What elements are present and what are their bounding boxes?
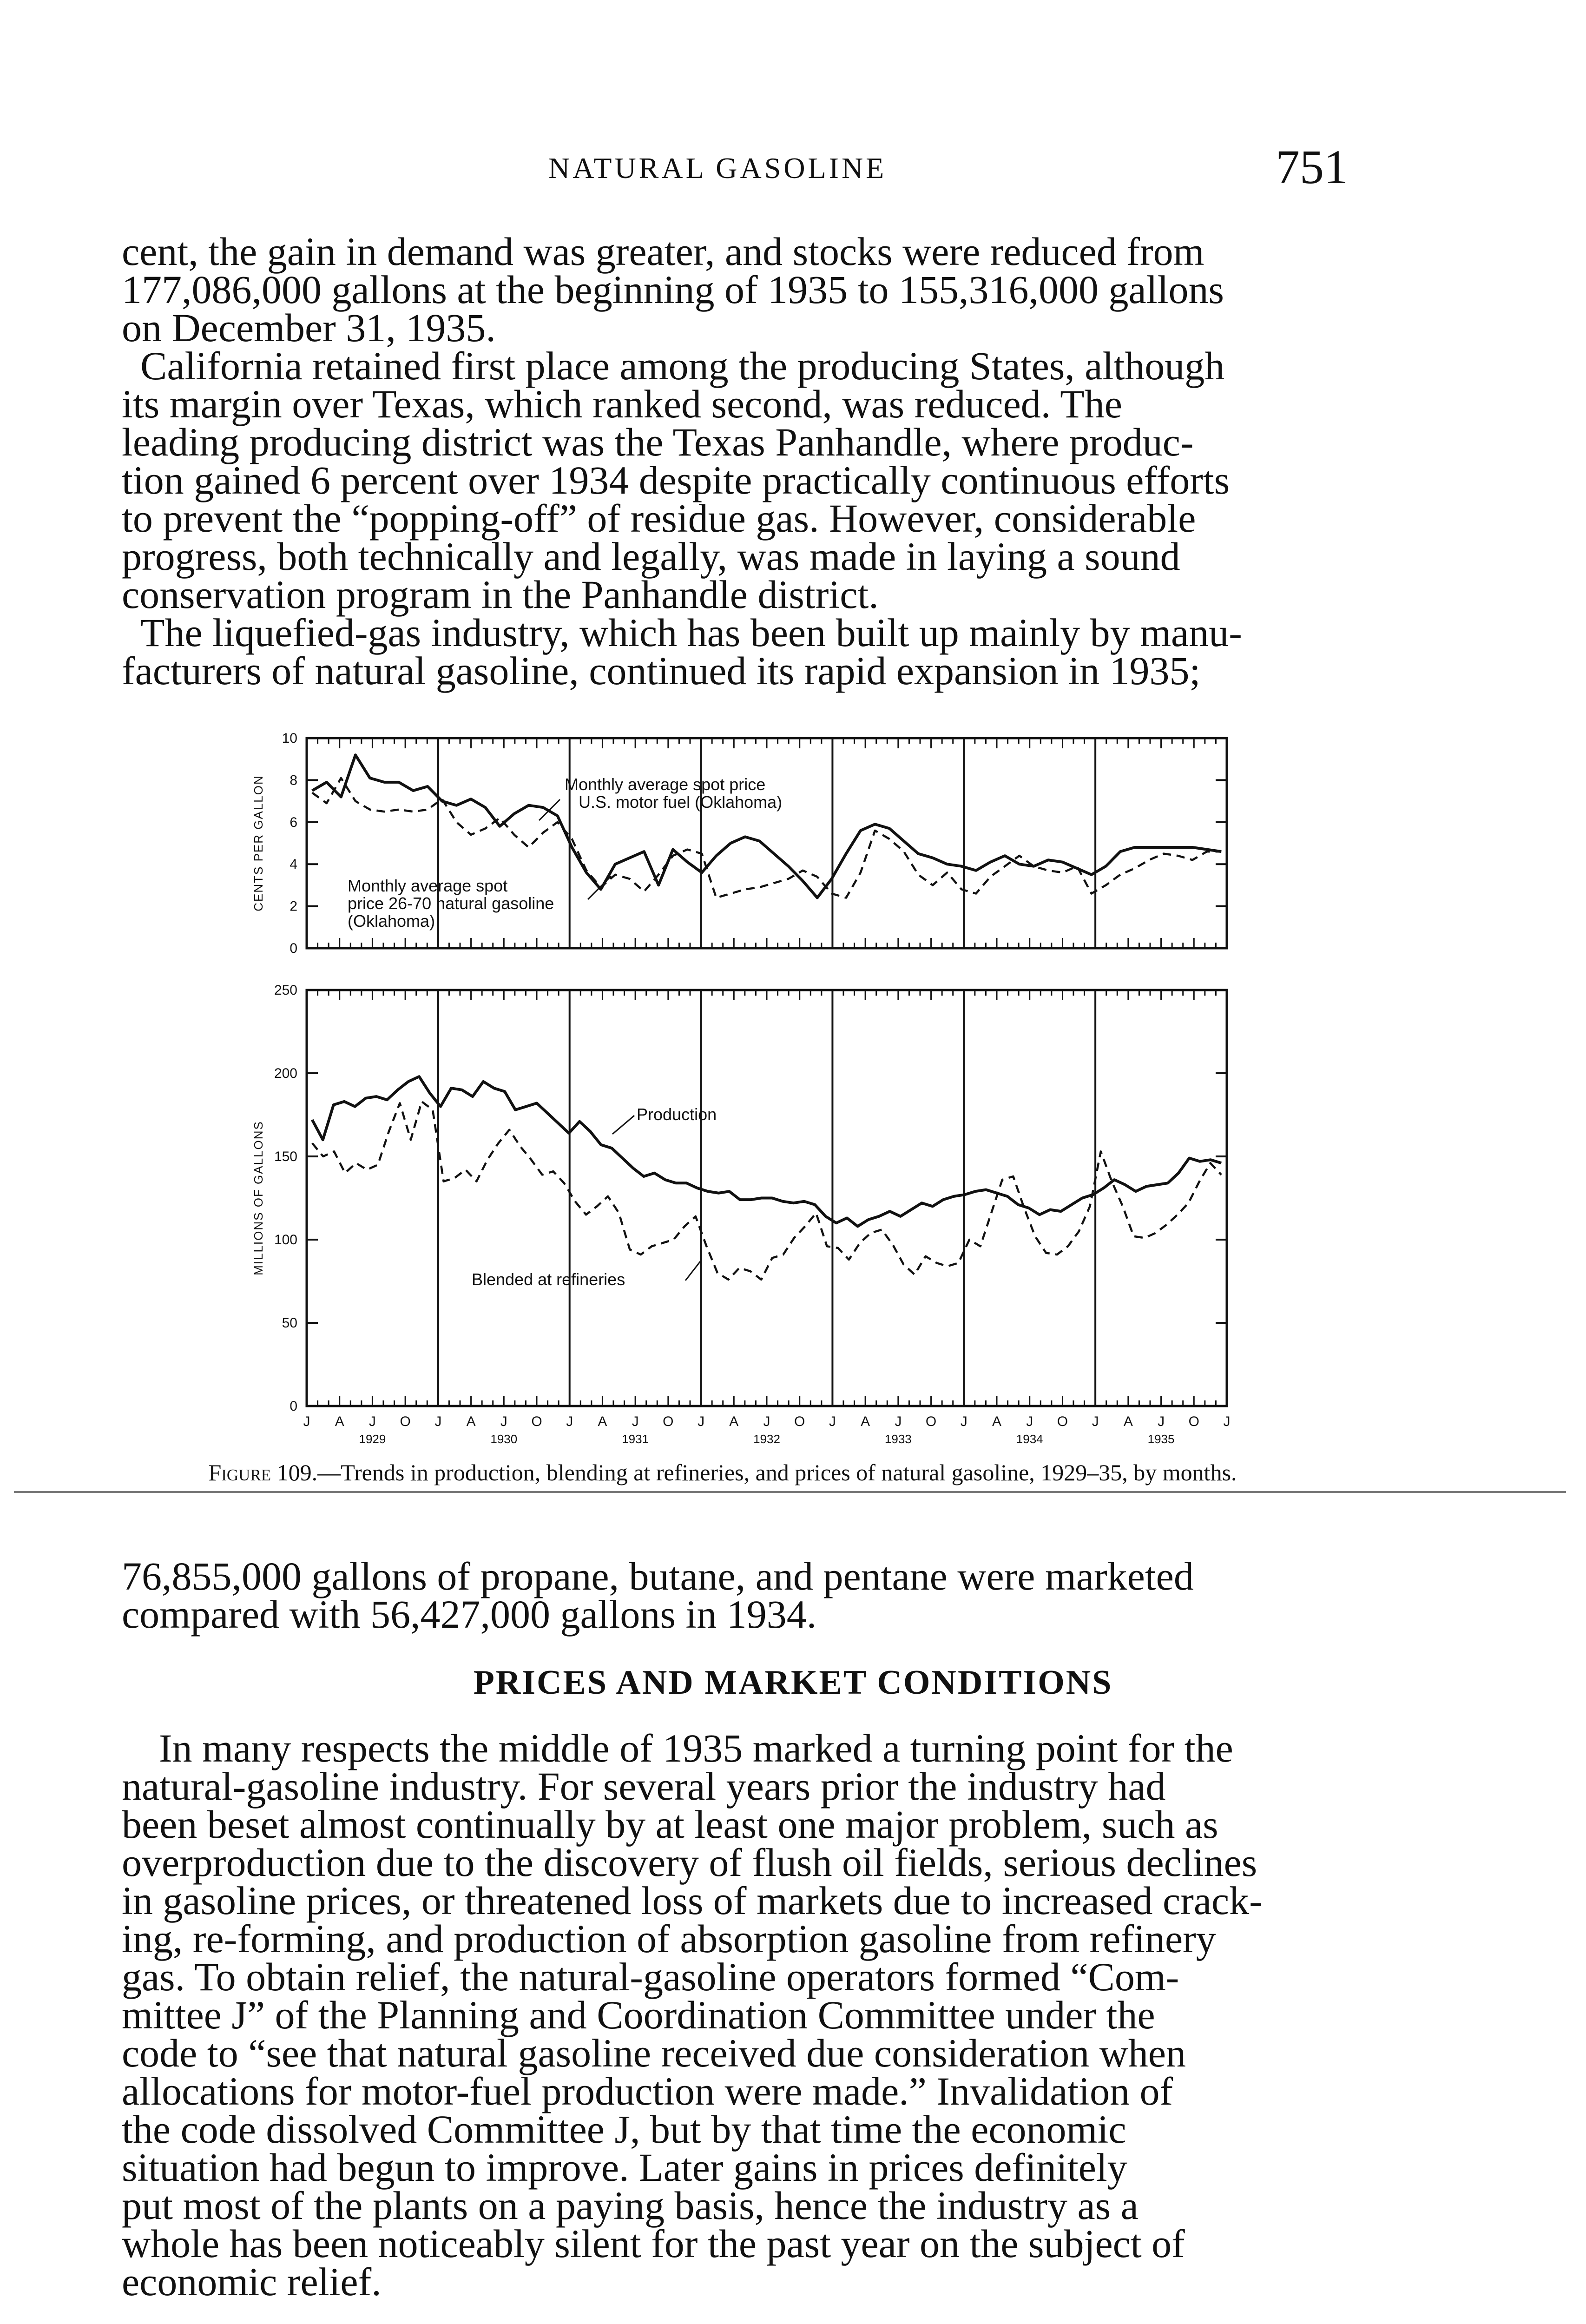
x-tick-label: J (698, 1414, 705, 1429)
text-line: its margin over Texas, which ranked second, was reduced. The (122, 382, 1122, 426)
annotation-natural-gasoline-sub: price 26-70 natural gasoline (348, 894, 554, 913)
text-line: progress, both technically and legally, was made in laying a sound (122, 534, 1180, 579)
x-tick-label: J (434, 1414, 442, 1429)
x-year-label: 1929 (359, 1432, 386, 1446)
annotation-blended: Blended at refineries (472, 1270, 625, 1289)
text-line: facturers of natural gasoline, continued its rapid expansion in 1935; (122, 648, 1201, 693)
text-line: ing, re-forming, and production of absorption gasoline from refinery (122, 1916, 1216, 1961)
x-tick-label: A (335, 1414, 344, 1429)
y-tick-label: 10 (282, 731, 297, 746)
text-line: 76,855,000 gallons of propane, butane, and pentane were marketed (122, 1554, 1194, 1598)
x-tick-label: J (829, 1414, 836, 1429)
text-line: been beset almost continually by at least one major problem, such as (122, 1802, 1218, 1847)
text-line: situation had begun to improve. Later gains in prices definitely (122, 2145, 1127, 2190)
text-line: The liquefied-gas industry, which has been built up mainly by manu- (140, 610, 1242, 655)
annotation-motor-fuel-sub: U.S. motor fuel (Oklahoma) (579, 792, 783, 812)
x-year-label: 1934 (1016, 1432, 1043, 1446)
price-chart (251, 731, 1227, 956)
x-tick-label: O (663, 1414, 674, 1429)
x-year-label: 1935 (1147, 1432, 1175, 1446)
y-tick-label: 4 (290, 857, 297, 872)
y-tick-label: 100 (274, 1232, 297, 1248)
paragraph-propane (122, 1554, 1349, 1637)
production-chart (251, 983, 1231, 1446)
x-tick-label: J (500, 1414, 507, 1429)
plot-frame (307, 738, 1227, 948)
series-line-dashed (312, 1102, 1221, 1280)
x-tick-label: J (566, 1414, 573, 1429)
x-tick-label: A (861, 1414, 870, 1429)
x-tick-label: J (369, 1414, 376, 1429)
y-axis-label: MILLIONS OF GALLONS (251, 1121, 265, 1275)
y-tick-label: 0 (290, 941, 297, 956)
text-line: whole has been noticeably silent for the past year on the subject of (122, 2221, 1185, 2266)
text-line: gas. To obtain relief, the natural-gasoline operators formed “Com- (122, 1954, 1179, 1999)
annotation-natural-gasoline-state: (Oklahoma) (348, 911, 435, 931)
text-line: the code dissolved Committee J, but by that time the economic (122, 2107, 1126, 2152)
page-number: 751 (1276, 140, 1348, 194)
text-line: economic relief. (122, 2259, 382, 2304)
x-tick-label: J (632, 1414, 639, 1429)
text-line: 177,086,000 gallons at the beginning of 1935 to 155,316,000 gallons (122, 267, 1224, 312)
section-heading: PRICES AND MARKET CONDITIONS (473, 1664, 1113, 1702)
y-axis-label: CENTS PER GALLON (251, 775, 265, 911)
text-line: code to “see that natural gasoline received due consideration when (122, 2031, 1186, 2075)
x-tick-label: O (400, 1414, 411, 1429)
x-year-label: 1933 (884, 1432, 912, 1446)
text-line: conservation program in the Panhandle district. (122, 572, 879, 617)
y-tick-label: 200 (274, 1066, 297, 1081)
running-title: NATURAL GASOLINE (548, 152, 887, 185)
x-tick-label: A (598, 1414, 607, 1429)
annotation-leader (685, 1260, 702, 1281)
x-tick-label: O (1188, 1414, 1199, 1429)
caption-text: —Trends in production, blending at refineries, and prices of natural gasoline, 1929–35, by months. (317, 1459, 1237, 1486)
text-line: overproduction due to the discovery of flush oil fields, serious declines (122, 1840, 1257, 1885)
annotation-motor-fuel: Monthly average spot price (565, 775, 766, 794)
y-tick-label: 8 (290, 772, 297, 788)
x-tick-label: A (466, 1414, 476, 1429)
caption-rule (14, 1491, 1566, 1493)
x-year-label: 1930 (490, 1432, 518, 1446)
text-line: allocations for motor-fuel production were made.” Invalidation of (122, 2069, 1173, 2113)
x-tick-label: J (1092, 1414, 1099, 1429)
y-tick-label: 6 (290, 814, 297, 830)
caption-lead: Figure 109. (208, 1459, 318, 1486)
x-tick-label: J (763, 1414, 770, 1429)
text-line: compared with 56,427,000 gallons in 1934. (122, 1592, 817, 1637)
annotation-leader (612, 1116, 634, 1134)
text-line: to prevent the “popping-off” of residue gas. However, considerable (122, 496, 1196, 541)
annotation-natural-gasoline: Monthly average spot (348, 876, 508, 895)
x-year-label: 1931 (622, 1432, 649, 1446)
x-tick-label: J (895, 1414, 902, 1429)
text-line: in gasoline prices, or threatened loss of markets due to increased crack- (122, 1878, 1263, 1923)
x-tick-label: A (729, 1414, 739, 1429)
text-line: cent, the gain in demand was greater, and stocks were reduced from (122, 229, 1204, 274)
annotation-production: Production (637, 1105, 717, 1124)
text-line: on December 31, 1935. (122, 305, 496, 350)
y-tick-label: 250 (274, 983, 297, 998)
text-line: leading producing district was the Texas Panhandle, where produc- (122, 420, 1194, 464)
x-tick-label: J (1158, 1414, 1165, 1429)
series-line-solid (312, 1076, 1221, 1226)
paragraph-prices (122, 1726, 1349, 2304)
x-tick-label: J (960, 1414, 967, 1429)
y-tick-label: 0 (290, 1399, 297, 1414)
x-tick-label: O (531, 1414, 542, 1429)
x-tick-label: O (1057, 1414, 1068, 1429)
text-line: California retained first place among the producing States, although (140, 343, 1225, 388)
text-line: put most of the plants on a paying basis, hence the industry as a (122, 2183, 1138, 2228)
y-tick-label: 2 (290, 898, 297, 914)
x-tick-label: J (303, 1414, 310, 1429)
x-tick-label: J (1026, 1414, 1033, 1429)
text-line: mittee J” of the Planning and Coordination Committee under the (122, 1993, 1155, 2037)
x-year-label: 1932 (753, 1432, 780, 1446)
x-tick-label: O (794, 1414, 805, 1429)
y-tick-label: 50 (282, 1315, 297, 1331)
x-tick-label: A (992, 1414, 1002, 1429)
figure-caption (118, 1459, 1327, 1486)
x-tick-label: J (1223, 1414, 1231, 1429)
x-tick-label: O (925, 1414, 937, 1429)
text-line: In many respects the middle of 1935 marked a turning point for the (159, 1726, 1233, 1770)
text-line: tion gained 6 percent over 1934 despite practically continuous efforts (122, 458, 1230, 502)
text-line: natural-gasoline industry. For several years prior the industry had (122, 1764, 1166, 1809)
y-tick-label: 150 (274, 1149, 297, 1164)
x-tick-label: A (1123, 1414, 1133, 1429)
